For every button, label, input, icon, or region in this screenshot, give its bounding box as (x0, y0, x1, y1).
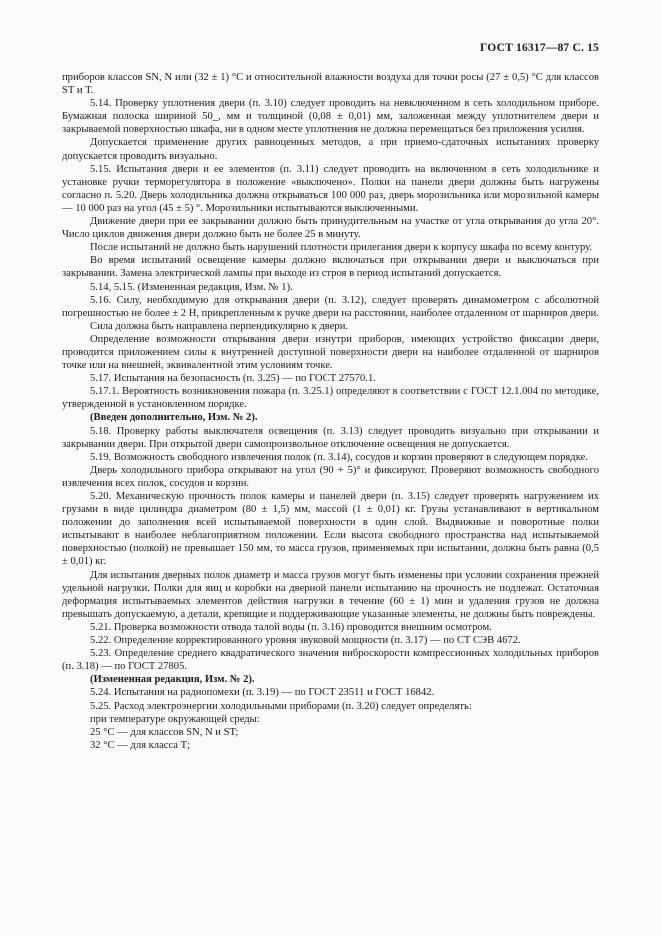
paragraph: 5.24. Испытания на радиопомехи (п. 3.19) — по ГОСТ 23511 и ГОСТ 16842. (90, 687, 435, 699)
paragraph: 5.20. Механическую прочность полок камеры и панелей двери (п. 3.15) следует проверять нагружением их грузами в виде цилиндра диаметром (80 ± 1,5) мм, массой (1 ± 0,01) кг. Грузы устанавливают в вертикальном положении до заполнения всей испытываемой поверхности в один слой. Выдвижные и поворотные полки испытывают в наиболее неблагоприятном положении. Если высота свободного пространства над испытываемой поверхностью (полкой) не превышает 150 мм, то масса грузов, применяемых при испытании, должна быть равна (0,5 ± 0,01) кг. (62, 491, 599, 568)
paragraph: Во время испытаний освещение камеры должно включаться при открывании двери и выключаться при закрывании. Замена электрической лампы при выходе из строя в период испытаний допускается. (62, 255, 599, 280)
paragraph: 5.18. Проверку работы выключателя освещения (п. 3.13) следует проводить визуально при открывании и закрывании двери. При открытой двери самопроизвольное отключение освещения не допускается. (62, 425, 599, 450)
paragraph: Сила должна быть направлена перпендикулярно к двери. (90, 320, 349, 332)
paragraph: 5.14, 5.15. (Измененная редакция, Изм. № 1). (90, 281, 293, 293)
paragraph: 25 °С — для классов SN, N и ST; (90, 726, 239, 738)
paragraph: при температуре окружающей среды: (90, 713, 260, 725)
paragraph: После испытаний не должно быть нарушений плотности прилегания двери к корпусу шкафа по всему контуру. (90, 242, 593, 254)
paragraph: Допускается применение других равноценных методов, а при приемо-сдаточных испытаниях проверку допускается проводить визуально. (62, 137, 599, 162)
paragraph: 5.14. Проверку уплотнения двери (п. 3.10) следует проводить на невключенном в сеть холодильном приборе. Бумажная полоска шириной 50_, мм и толщиной (0,08 ± 0,01) мм, заложенная между уплотнителем двери и закрываемой поверхностью шкафа, ни в одном месте уплотнения не должна перемещаться без приложения усилия. (62, 98, 599, 136)
page-header: ГОСТ 16317—87 С. 15 (480, 42, 599, 54)
amendment-note: (Введен дополнительно, Изм. № 2). (90, 412, 258, 424)
paragraph: 5.17. Испытания на безопасность (п. 3.25) — по ГОСТ 27570.1. (90, 373, 376, 385)
paragraph: 5.21. Проверка возможности отвода талой воды (п. 3.16) проводится внешним осмотром. (90, 621, 492, 633)
paragraph: 5.17.1. Вероятность возникновения пожара (п. 3.25.1) определяют в соответствии с ГОСТ 12.1.004 по методике, утвержденной в установленном порядке. (62, 386, 599, 411)
paragraph: Дверь холодильного прибора открывают на угол (90 + 5)° и фиксируют. Проверяют возможность свободного извлечения всех полок, сосудов и корзин. (62, 464, 599, 489)
paragraph: приборов классов SN, N или (32 ± 1) °С и относительной влажности воздуха для точки росы (27 ± 0,5) °С для классов ST и Т. (62, 72, 599, 97)
document-body (62, 71, 599, 752)
paragraph: 5.19. Возможность свободного извлечения полок (п. 3.14), сосудов и корзин проверяют в следующем порядке. (90, 451, 588, 463)
paragraph: Движение двери при ее закрывании должно быть принудительным на участке от угла открывания до угла 20°. Число циклов движения двери должно быть не более 25 в минуту. (62, 216, 599, 241)
paragraph: 5.16. Силу, необходимую для открывания двери (п. 3.12), следует проверять динамометром с абсолютной погрешностью не более ± 2 Н, прикрепленным к ручке двери на расстоянии, наиболее отдаленном от шарниров двери. (62, 294, 599, 319)
paragraph: 5.23. Определение среднего квадратического значения виброскорости компрессионных холодильных приборов (п. 3.18) — по ГОСТ 27805. (62, 648, 599, 673)
paragraph: 5.15. Испытания двери и ее элементов (п. 3.11) следует проводить на включенном в сеть холодильнике и установке ручки терморегулятора в положение «выключено». Полки на панели двери должны быть нагружены согласно п. 5.20. Дверь холодильника должна открываться 100 000 раз, дверь морозильника или морозильной камеры — 10 000 раз на угол (45 ± 5) °. Морозильники испытываются выключенными. (62, 163, 599, 214)
paragraph: 5.25. Расход электроэнергии холодильными приборами (п. 3.20) следует определять: (90, 700, 472, 712)
paragraph: 32 °С — для класса Т; (90, 739, 191, 751)
paragraph: 5.22. Определение корректированного уровня звуковой мощности (п. 3.17) — по СТ СЭВ 4672. (90, 635, 521, 647)
paragraph: Для испытания дверных полок диаметр и масса грузов могут быть изменены при условии сохранения прежней удельной нагрузки. Полки для яиц и коробки на дверной панели испытанию на прочность не подлежат. Остаточная деформация испытываемых элементов действия нагрузки в течение (60 ± 1) мин и удаления грузов не должна превышать допускаемую, а детали, крепящие и поддерживающие указанные элементы, не должны быть повреждены. (62, 569, 599, 620)
amendment-note: (Измененная редакция, Изм. № 2). (90, 674, 255, 686)
paragraph: Определение возможности открывания двери изнутри приборов, имеющих устройство фиксации двери, проводится приложением силы к внутренней доступной поверхности двери на наиболее отдаленной от шарниров точке или на внешней, эквивалентной этим условиям точке. (62, 333, 599, 372)
